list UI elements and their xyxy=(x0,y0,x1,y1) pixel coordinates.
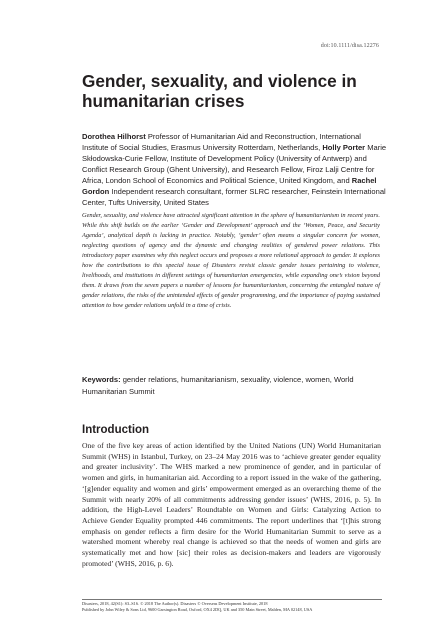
footer-publisher: Published by John Wiley & Sons Ltd, 9600 Garsington Road, Oxford, OX4 2DQ, UK and 350 Main Street, Malden, MA 02148, USA xyxy=(82,607,313,612)
author-name-3: Rachel Gordon xyxy=(82,176,377,196)
footer-divider xyxy=(82,599,382,600)
keywords xyxy=(82,374,382,397)
keywords-label: Keywords: xyxy=(82,375,121,384)
doi-label: doi:10.1111/disa.12276 xyxy=(320,43,379,49)
author-block xyxy=(82,131,387,208)
article-title: Gender, sexuality, and violence in humanitarian crises xyxy=(82,71,357,111)
keywords-text: gender relations, humanitarianism, sexuality, violence, women, World Humanitarian Summit xyxy=(82,375,354,396)
abstract: Gender, sexuality, and violence have attracted significant attention in the sphere of humanitarianism in recent years. While this shift builds on the earlier ‘Gender and Development’ approach and the ‘Women, Peace, and Security Agenda’, analytical depth is lacking in practice. Notably, ‘gender’ often means a singular concern for women, neglecting questions of agency and the dynamic and changing realities of gendered power relations. This introductory paper examines why this neglect occurs and proposes a more relational approach to gender. It explores how the contributions to this special issue of Disasters revisit classic gender issues pertaining to violence, livelihoods, and institutions in different settings of humanitarian emergencies, while expanding one’s vision beyond them. It draws from the seven papers a number of lessons for humanitarianism, concerning the entangled nature of gender relations, the risks of the unintended effects of gender programming, and the importance of paying sustained attention to how gender relations unfold in a time of crisis. xyxy=(82,212,380,310)
body-paragraph: One of the five key areas of action identified by the United Nations (UN) World Humanitarian Summit (WHS) in Istanbul, Turkey, on 23–24 May 2016 was to ‘achieve greater gender equality and greater inclusivity’. The WHS marked a new prominence of gender, and in particular of women and girls, in humanitarian aid. According to a report issued in the wake of the gathering, ‘[g]ender equality and women and girls’ empowerment emerged as an overarching theme of the Summit with nearly 20% of all commitments addressing gender issues’ (WHS, 2016, p. 5). In addition, the High-Level Leaders’ Roundtable on Women and Girls: Catalyzing Action to Achieve Gender Equality prompted 446 commitments. The report underlines that ‘[t]his strong emphasis on gender reflects a firm desire for the World Humanitarian Summit to serve as a watershed moment whereby real change is achieved so that the needs of women and girls are systematically met and how [sic] their roles as decision-makers and leaders are vigorously promoted’ (WHS, 2016, p. 6). xyxy=(82,441,381,568)
footer-citation: Disasters, 2018, 42(S1): S3–S16. © 2018 The Author(s). Disasters © Overseas Development Institute, 2018 xyxy=(82,601,268,606)
section-heading: Introduction xyxy=(82,424,150,436)
author-affiliation-2: Marie Skłodowska-Curie Fellow, Institute of Development Policy (University of Antwerp) and Conflict Research Group (Ghent University), and Research Fellow, Firoz Lalji Centre for Africa, London School of Economics and Political Science, United Kingdom, and xyxy=(82,143,387,185)
author-name-2: Holly Porter xyxy=(322,143,366,152)
author-affiliation-3: Independent research consultant, former SLRC researcher, Feinstein International Center, Tufts University, United States xyxy=(82,187,386,207)
author-affiliation-1: Professor of Humanitarian Aid and Reconstruction, International Institute of Social Studies, Erasmus University Rotterdam, Netherlands, xyxy=(82,132,361,152)
author-name-1: Dorothea Hilhorst xyxy=(82,132,146,141)
